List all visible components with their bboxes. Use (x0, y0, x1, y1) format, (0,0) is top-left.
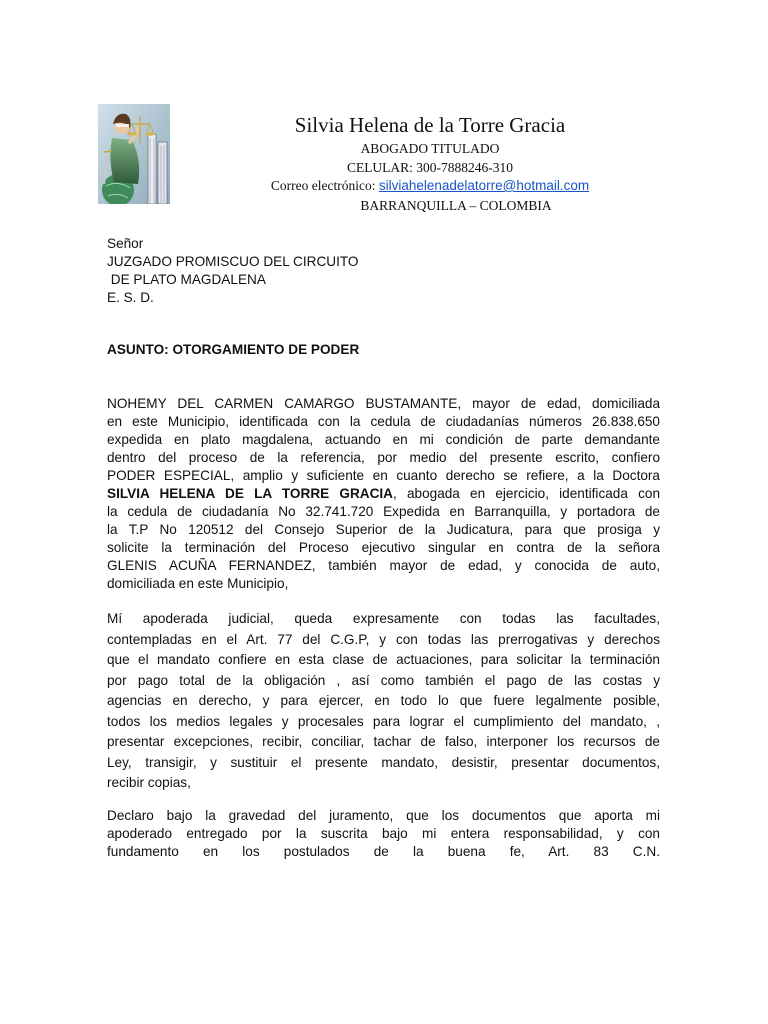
text-line: solicite la terminación del Proceso ejecutivo singular en contra de la señora (107, 540, 660, 555)
recipient-line: DE PLATO MAGDALENA (107, 272, 266, 287)
text-line: GLENIS ACUÑA FERNANDEZ, también mayor de edad, y conocida de auto, (107, 558, 660, 573)
text-line: dentro del proceso de la referencia, por medio del presente escrito, confiero (107, 450, 660, 465)
text-line (107, 485, 660, 503)
city-line: BARRANQUILLA – COLOMBIA (360, 198, 552, 213)
text-line: fundamento en los postulados de la buena fe, Art. 83 C.N. (107, 844, 660, 859)
text-line: por pago total de la obligación , así como también el pago de las costas y (107, 672, 660, 688)
recipient-line: E. S. D. (107, 290, 154, 305)
email-label: Correo electrónico: (270, 178, 379, 193)
text-line: domiciliada en este Municipio, (107, 576, 289, 591)
text-line: apoderado entregado por la suscrita bajo mi entera responsabilidad, y con (107, 826, 660, 841)
lawyer-name: Silvia Helena de la Torre Gracia (294, 113, 566, 137)
justice-scales-icon (98, 104, 170, 204)
recipient-line: Señor (107, 236, 144, 251)
text-line: Mí apoderada judicial, queda expresamente con todas las facultades, (107, 611, 660, 626)
email-link[interactable]: silviahelenadelatorre@hotmail.com (378, 178, 590, 193)
text-line: la T.P No 120512 del Consejo Superior de la Judicatura, para que prosiga y (107, 522, 660, 537)
text-line: contempladas en el Art. 77 del C.G.P, y con todas las prerrogativas y derechos (107, 631, 660, 647)
professional-title: ABOGADO TITULADO (360, 141, 500, 156)
text-line: en este Municipio, identificada con la cedula de ciudadanías números 26.838.650 (107, 414, 660, 429)
subject-heading: ASUNTO: OTORGAMIENTO DE PODER (107, 342, 360, 357)
recipient-block (107, 235, 660, 307)
paragraph-3 (107, 807, 660, 861)
text-line: presentar excepciones, recibir, conciliar, tachar de falso, interponer los recursos de (107, 734, 660, 749)
text-line: recibir copias, (107, 775, 191, 790)
attorney-name-bold: SILVIA HELENA DE LA TORRE GRACIA (107, 486, 393, 501)
paragraph-2 (107, 609, 660, 794)
text-fragment: , abogada en ejercicio, identificada con (393, 486, 661, 501)
text-line: Declaro bajo la gravedad del juramento, que los documentos que aporta mi (107, 808, 660, 823)
text-line: PODER ESPECIAL, amplio y suficiente en cuanto derecho se refiere, a la Doctora (107, 468, 660, 483)
text-line: Ley, transigir, y sustituir el presente mandato, desistir, presentar documentos, (107, 754, 660, 770)
text-line: todos los medios legales y procesales para lograr el cumplimiento del mandato, , (107, 713, 660, 729)
email-line (180, 178, 680, 194)
recipient-line: JUZGADO PROMISCUO DEL CIRCUITO (107, 254, 359, 269)
cellphone: CELULAR: 300-7888246-310 (346, 160, 514, 175)
text-line: la cedula de ciudadanía No 32.741.720 Expedida en Barranquilla, y portadora de (107, 504, 660, 519)
text-line: agencias en derecho, y para ejercer, en todo lo que fuere legalmente posible, (107, 693, 660, 708)
text-line: que el mandato confiere en esta clase de actuaciones, para solicitar la terminación (107, 652, 660, 667)
paragraph-1 (107, 395, 660, 593)
text-line: expedida en plato magdalena, actuando en mi condición de parte demandante (107, 432, 660, 447)
text-line: NOHEMY DEL CARMEN CAMARGO BUSTAMANTE, mayor de edad, domiciliada (107, 396, 660, 411)
